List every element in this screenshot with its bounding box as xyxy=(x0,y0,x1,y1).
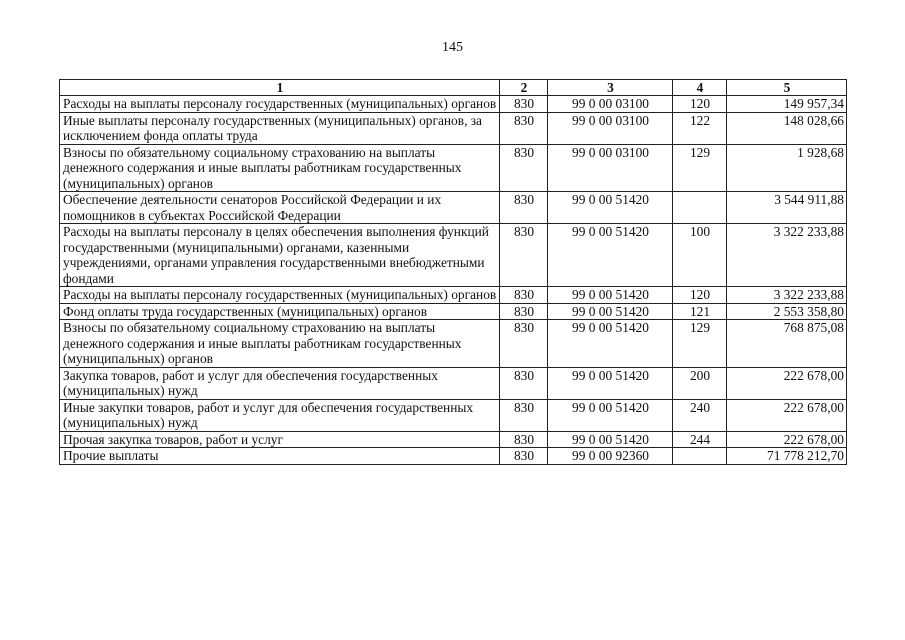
row-expense-type: 100 xyxy=(673,224,727,287)
row-expense-type: 120 xyxy=(673,96,727,113)
table-row xyxy=(60,320,847,368)
row-description: Расходы на выплаты персоналу в целях обеспечения выполнения функций государственными (муниципальными) органами, казенными учреждениями, органами управления государственными внебюджетными фондами xyxy=(60,224,500,287)
table-row xyxy=(60,144,847,192)
table-row xyxy=(60,303,847,320)
row-description: Взносы по обязательному социальному страхованию на выплаты денежного содержания и иные выплаты работникам государственных (муниципальных) органов xyxy=(60,144,500,192)
table-row xyxy=(60,96,847,113)
row-description: Расходы на выплаты персоналу государственных (муниципальных) органов xyxy=(60,287,500,304)
row-description: Фонд оплаты труда государственных (муниципальных) органов xyxy=(60,303,500,320)
row-description: Прочие выплаты xyxy=(60,448,500,465)
row-description: Закупка товаров, работ и услуг для обеспечения государственных (муниципальных) нужд xyxy=(60,367,500,399)
row-target-article: 99 0 00 51420 xyxy=(548,224,673,287)
row-expense-type: 120 xyxy=(673,287,727,304)
header-col-4: 4 xyxy=(673,80,727,96)
table-row xyxy=(60,112,847,144)
row-target-article: 99 0 00 51420 xyxy=(548,192,673,224)
row-department-code: 830 xyxy=(500,224,548,287)
row-department-code: 830 xyxy=(500,96,548,113)
row-amount: 768 875,08 xyxy=(727,320,847,368)
row-target-article: 99 0 00 51420 xyxy=(548,399,673,431)
row-expense-type: 244 xyxy=(673,431,727,448)
row-expense-type: 129 xyxy=(673,320,727,368)
row-expense-type xyxy=(673,448,727,465)
row-target-article: 99 0 00 03100 xyxy=(548,144,673,192)
row-amount: 71 778 212,70 xyxy=(727,448,847,465)
header-col-2: 2 xyxy=(500,80,548,96)
row-amount: 148 028,66 xyxy=(727,112,847,144)
row-target-article: 99 0 00 51420 xyxy=(548,320,673,368)
row-amount: 222 678,00 xyxy=(727,431,847,448)
budget-table xyxy=(59,79,847,465)
table-row xyxy=(60,224,847,287)
row-description: Иные закупки товаров, работ и услуг для обеспечения государственных (муниципальных) нужд xyxy=(60,399,500,431)
row-department-code: 830 xyxy=(500,320,548,368)
row-target-article: 99 0 00 92360 xyxy=(548,448,673,465)
header-col-3: 3 xyxy=(548,80,673,96)
row-department-code: 830 xyxy=(500,431,548,448)
header-col-1: 1 xyxy=(60,80,500,96)
row-amount: 149 957,34 xyxy=(727,96,847,113)
row-description: Иные выплаты персоналу государственных (муниципальных) органов, за исключением фонда оплаты труда xyxy=(60,112,500,144)
row-expense-type: 121 xyxy=(673,303,727,320)
row-amount: 3 322 233,88 xyxy=(727,287,847,304)
page-number: 145 xyxy=(442,40,463,55)
row-amount: 3 322 233,88 xyxy=(727,224,847,287)
table-row xyxy=(60,431,847,448)
row-amount: 3 544 911,88 xyxy=(727,192,847,224)
row-department-code: 830 xyxy=(500,144,548,192)
row-target-article: 99 0 00 03100 xyxy=(548,96,673,113)
table-row xyxy=(60,367,847,399)
row-description: Обеспечение деятельности сенаторов Российской Федерации и их помощников в субъектах Российской Федерации xyxy=(60,192,500,224)
row-expense-type: 122 xyxy=(673,112,727,144)
row-department-code: 830 xyxy=(500,399,548,431)
row-department-code: 830 xyxy=(500,112,548,144)
header-col-5: 5 xyxy=(727,80,847,96)
table-row xyxy=(60,399,847,431)
row-department-code: 830 xyxy=(500,367,548,399)
row-target-article: 99 0 00 51420 xyxy=(548,431,673,448)
row-description: Взносы по обязательному социальному страхованию на выплаты денежного содержания и иные выплаты работникам государственных (муниципальных) органов xyxy=(60,320,500,368)
row-expense-type: 240 xyxy=(673,399,727,431)
row-department-code: 830 xyxy=(500,448,548,465)
row-amount: 1 928,68 xyxy=(727,144,847,192)
row-description: Расходы на выплаты персоналу государственных (муниципальных) органов xyxy=(60,96,500,113)
row-amount: 222 678,00 xyxy=(727,399,847,431)
header-row xyxy=(60,80,847,96)
row-target-article: 99 0 00 51420 xyxy=(548,367,673,399)
row-department-code: 830 xyxy=(500,192,548,224)
table-row xyxy=(60,448,847,465)
row-target-article: 99 0 00 51420 xyxy=(548,303,673,320)
row-expense-type xyxy=(673,192,727,224)
table-row xyxy=(60,287,847,304)
row-department-code: 830 xyxy=(500,287,548,304)
row-expense-type: 129 xyxy=(673,144,727,192)
row-amount: 2 553 358,80 xyxy=(727,303,847,320)
row-description: Прочая закупка товаров, работ и услуг xyxy=(60,431,500,448)
row-target-article: 99 0 00 51420 xyxy=(548,287,673,304)
table-row xyxy=(60,192,847,224)
row-expense-type: 200 xyxy=(673,367,727,399)
row-amount: 222 678,00 xyxy=(727,367,847,399)
row-target-article: 99 0 00 03100 xyxy=(548,112,673,144)
row-department-code: 830 xyxy=(500,303,548,320)
